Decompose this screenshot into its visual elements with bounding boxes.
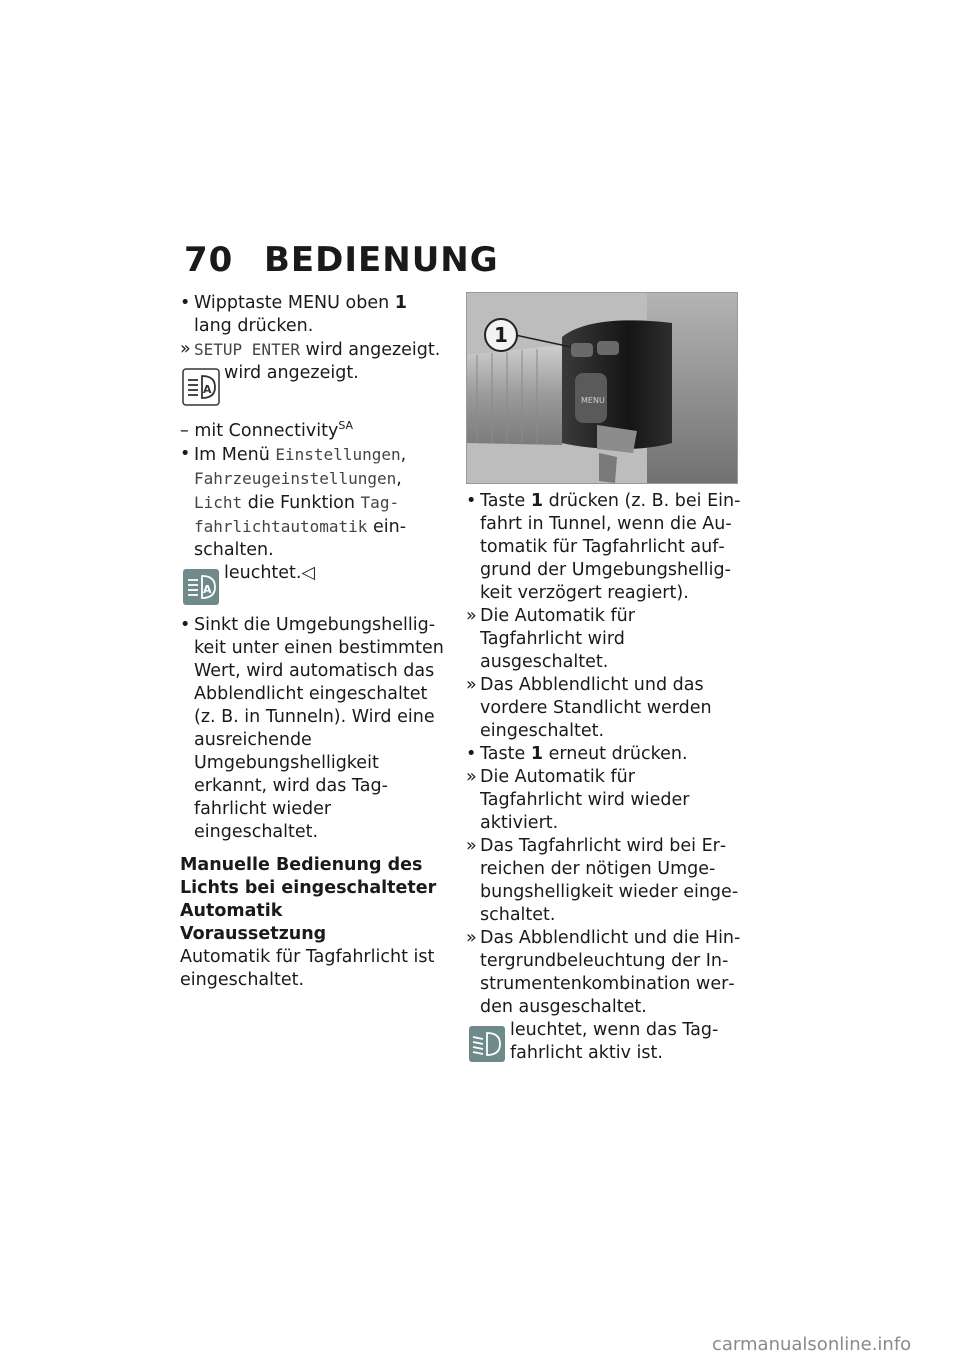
icon-note <box>466 1019 742 1065</box>
icon-note <box>180 562 448 608</box>
instruction-step: • Im Menü Einstellungen, Fahrzeugeinstellungen, Licht die Funktion Tagfahrlichtautomatik einschalten. <box>180 443 448 562</box>
page-title: BEDIENUNG <box>264 240 499 280</box>
low-beam-icon <box>468 1025 506 1063</box>
result-line: » Das Abblendlicht und die Hintergrundbeleuchtung der Instrumentenkombination werden ausgeschaltet. <box>466 927 742 1019</box>
section-heading: Manuelle Bedienung des Lichts bei eingeschalteter Automatik <box>180 854 437 921</box>
callout-label: 1 <box>494 323 508 347</box>
svg-text:MENU: MENU <box>581 396 605 405</box>
icon-caption: wird angezeigt. <box>224 363 359 383</box>
page-header <box>184 240 499 280</box>
svg-text:A: A <box>203 582 212 596</box>
instruction-step: • Taste 1 erneut drücken. <box>466 743 742 766</box>
handlebar-switch-photo <box>466 292 738 484</box>
icon-caption: leuchtet.◁ <box>224 562 315 583</box>
page-number: 70 <box>184 240 234 280</box>
auto-headlight-outline-icon <box>182 368 220 406</box>
icon-note <box>180 362 448 408</box>
result-line: » Das Abblendlicht und das vordere Standlicht werden eingeschaltet. <box>466 674 742 743</box>
instruction-step: • Sinkt die Umgebungshelligkeit unter einen bestimmten Wert, wird automatisch das Abblendlicht eingeschaltet (z. B. in Tunneln). Wird eine ausreichende Umgebungshelligkeit erkannt, wird das Tagfahrlicht wieder eingeschaltet. <box>180 614 448 844</box>
auto-headlight-filled-icon <box>182 568 220 606</box>
section-subheading: Voraussetzung <box>180 923 327 944</box>
left-column <box>180 292 448 992</box>
result-line: » Die Automatik für Tagfahrlicht wird wieder aktiviert. <box>466 766 742 835</box>
result-line: » SETUP ENTER wird angezeigt. <box>180 338 448 362</box>
watermark: carmanualsonline.info <box>712 1334 912 1355</box>
condition-line: – mit Connectivity$^{SA}$ <box>180 419 354 441</box>
instruction-step: • Taste 1 drücken (z. B. bei Einfahrt in Tunnel, wenn die Automatik für Tagfahrlicht aufgrund der Umgebungshelligkeit verzögert reagiert). <box>466 490 742 605</box>
section-paragraph: Automatik für Tagfahrlicht ist eingeschaltet. <box>180 946 435 990</box>
result-line: » Die Automatik für Tagfahrlicht wird ausgeschaltet. <box>466 605 742 674</box>
svg-text:A: A <box>203 383 212 396</box>
instruction-step: • Wipptaste MENU oben 1 lang drücken. <box>180 292 448 338</box>
icon-caption: leuchtet, wenn das Tagfahrlicht aktiv ist. <box>510 1020 719 1063</box>
right-column <box>466 292 742 1071</box>
result-line: » Das Tagfahrlicht wird bei Erreichen der nötigen Umgebungshelligkeit wieder eingeschaltet. <box>466 835 742 927</box>
